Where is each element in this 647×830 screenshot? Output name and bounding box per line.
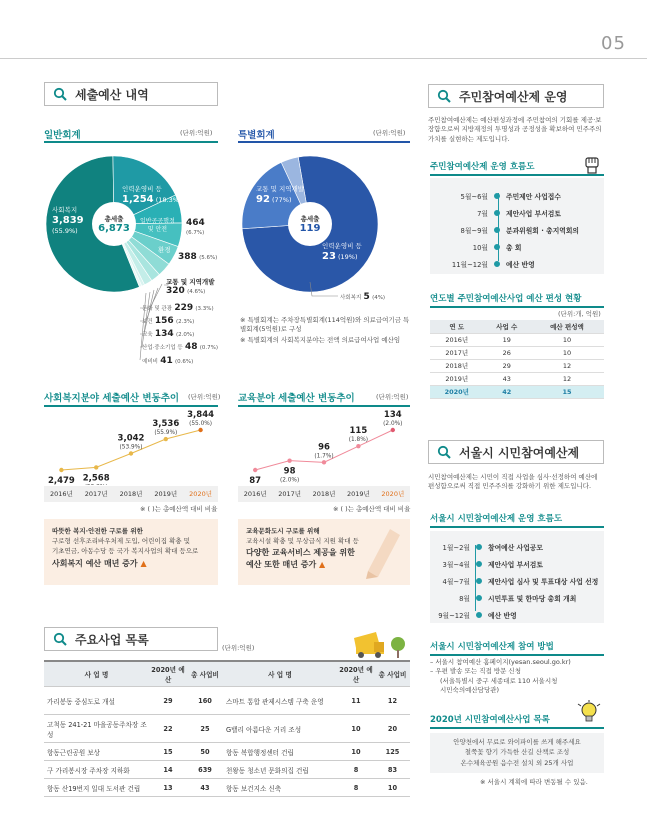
general-slice-0-label: 사회복지 3,839 (55.9%) <box>52 206 84 236</box>
general-title: 일반회계 <box>44 130 81 141</box>
projects-title: 주요사업 목록 <box>75 632 149 647</box>
general-slice-2-label: 일반공공행정 및 안전 <box>140 218 175 233</box>
echart-pct-label-4: (2.0%) <box>383 421 403 427</box>
flow-step: 11월~12월 예산 반영 <box>451 260 535 269</box>
flow-step: 1월~2월 참여예산 사업공모 <box>442 543 543 552</box>
search-icon <box>53 632 67 646</box>
wchart-value-label-0: 2,479 <box>47 476 75 485</box>
general-total-circle <box>92 202 136 246</box>
table-row: 2019년 43 12 <box>430 372 604 385</box>
th: 사 업 명 <box>44 661 149 687</box>
edu-year-axis <box>238 486 410 502</box>
special-total-value: 119 <box>299 223 321 234</box>
flow-step: 7월 제안사업 부서검토 <box>477 209 561 218</box>
table-row: 2017년 26 10 <box>430 346 604 359</box>
top-rule <box>0 58 647 59</box>
th: 총 사업비 <box>187 661 223 687</box>
seoul-flow-rule <box>430 526 604 528</box>
general-total-label: 총세출 <box>104 215 124 223</box>
projects-header-row <box>44 661 410 687</box>
table-row: 고척동 241-21 마을공동주차장 조성 22 25 G밸리 아름다운 거리 조성 10 20 <box>44 715 410 743</box>
echart-point-3 <box>356 444 360 448</box>
echart-value-label-0: 87 <box>249 476 262 485</box>
seoul-list-title: 2020년 시민참여예산사업 목록 <box>430 715 550 725</box>
special-note-1: ※ 특별회계는 주차장특별회계(114억원)와 의료급여기금 특별회계(5억원)로 구성 <box>240 316 410 334</box>
seoul-list-rule <box>430 727 604 729</box>
participation-flow-title: 주민참여예산제 운영 흐름도 <box>430 162 535 172</box>
echart-pct-label-1: (2.0%) <box>279 477 300 484</box>
edu-year: 2019년 <box>347 490 370 498</box>
edu-box-line: 교육문화도시 구로를 위해 <box>246 527 320 535</box>
budget-title: 세출예산 내역 <box>75 87 149 102</box>
echart-value-label-4: 134 <box>383 410 402 420</box>
edu-trend-unit: (단위:억원) <box>376 393 409 401</box>
flow-step: 4월~7월 제안사업 심사 및 투표대상 사업 선정 <box>442 577 599 586</box>
welfare-trend-rule <box>44 405 218 407</box>
edu-box <box>238 519 410 585</box>
participation-desc: 주민참여예산제는 예산편성과정에 주민참여의 기회를 제공·보장함으로써 지방재정의 투명성과 공정성을 확보하여 민주주의 가치를 실현하는 제도입니다. <box>428 116 602 143</box>
table-row: 항동 산19번지 일대 도서관 건립 13 43 항동 보건지소 신축 8 10 <box>44 779 410 797</box>
wchart-point-2 <box>129 451 133 455</box>
welfare-note: ※ ( )는 총예산액 대비 비율 <box>140 505 218 513</box>
list-item: 안양천에서 무료로 와이파이를 쓰게 해주세요 <box>453 738 581 746</box>
th: 2020년 예산 <box>337 661 375 687</box>
wchart-pct-label-2: (53.9%) <box>119 444 143 451</box>
participation-header <box>428 84 604 108</box>
flow-step: 9월~12월 예산 반영 <box>438 611 517 620</box>
participation-table-title: 연도별 주민참여예산사업 예산 편성 현황 <box>430 294 582 304</box>
edu-box-emph: 다양한 교육서비스 제공을 위한 <box>246 547 355 557</box>
general-leader-lines <box>120 250 180 365</box>
wchart-pct-label-1 <box>85 484 108 485</box>
wchart-value-label-4: 3,844 <box>187 410 215 420</box>
special-slice-2: 사회복지 5 (4%) <box>340 292 386 302</box>
echart-pct-label-3: (1.8%) <box>348 437 369 444</box>
th: 사 업 명 <box>223 661 337 687</box>
welfare-trend-title: 사회복지분야 세출예산 변동추이 <box>44 393 180 404</box>
edu-year: 2016년 <box>243 490 267 498</box>
welfare-year-axis <box>44 486 218 502</box>
welfare-year: 2017년 <box>84 490 108 498</box>
participation-flow-rule <box>430 174 604 176</box>
welfare-box-line: 기초연금, 아동수당 등 국가 복지사업의 확대 등으로 <box>52 546 199 555</box>
general-slice-2-value: 464 (6.7%) <box>186 218 205 236</box>
general-slice-8: 산업·중소기업 등 48 (0.7%) <box>142 342 219 352</box>
list-item: 철쭉꽃 향기 가득한 산길 산책로 조성 <box>464 748 570 757</box>
pencil-icon <box>360 525 404 579</box>
special-title: 특별회계 <box>238 130 275 141</box>
wchart-point-4 <box>198 428 202 432</box>
welfare-box-line: 구로형 선후조리바우처제 도입, 어린이집 확충 및 <box>52 536 190 545</box>
construction-truck-icon <box>350 628 410 660</box>
seoul-flow <box>416 538 598 623</box>
echart-value-label-2: 96 <box>318 442 330 453</box>
edu-trend-title: 교육분야 세출예산 변동추이 <box>238 393 355 404</box>
seoul-header <box>428 440 604 464</box>
participation-title: 주민참여예산제 운영 <box>459 89 568 104</box>
table-header-row: 연 도 사업 수 예산 편성액 <box>430 320 604 333</box>
general-rule <box>44 141 218 143</box>
welfare-year: 2019년 <box>154 490 178 498</box>
welfare-trend-unit: (단위:억원) <box>188 393 221 401</box>
wchart-pct-label-3: (55.9%) <box>154 430 178 437</box>
general-slice-4: 교통 및 지역개발 320 (4.6%) <box>166 278 215 296</box>
search-icon <box>53 87 67 101</box>
general-slice-3-label: 환경 <box>158 246 171 254</box>
echart-value-label-3: 115 <box>349 426 368 437</box>
echart-pct-label-2: (1.7%) <box>314 453 334 460</box>
flow-step: 3월~4월 제안사업 부서검토 <box>442 560 543 569</box>
special-leader-line <box>300 280 340 300</box>
search-icon <box>437 89 451 103</box>
wchart-pct-label-4: (55.0%) <box>189 421 213 427</box>
edu-year: 2017년 <box>278 490 302 498</box>
edu-year: 2018년 <box>312 490 336 498</box>
welfare-year: 2020년 <box>189 490 212 498</box>
general-slice-5: 문화 및 관광 229 (3.3%) <box>142 303 214 313</box>
seoul-desc: 시민참여예산제는 시민이 직접 사업을 심사·선정하여 예산에 편성함으로써 직접 민주주의를 강화하기 위한 제도입니다. <box>428 473 598 491</box>
wchart-value-label-1: 2,568 <box>82 473 110 484</box>
table-row: 2020년 42 15 <box>430 385 604 398</box>
special-unit: (단위:억원) <box>373 129 406 137</box>
edu-note: ※ ( )는 총예산액 대비 비율 <box>333 505 411 513</box>
general-slice-1-label: 인력운영비 등 1,254 (18.3%) <box>122 185 182 206</box>
welfare-box-emph: 사회복지 예산 매년 증가 ▲ <box>52 559 147 569</box>
echart-point-4 <box>391 428 395 432</box>
participation-flow <box>434 187 579 272</box>
seoul-list-box <box>430 733 604 773</box>
echart-value-label-1: 98 <box>283 466 296 477</box>
seoul-method-rule <box>430 654 604 656</box>
th: 2020년 예산 <box>149 661 187 687</box>
edu-box-emph: 예산 또한 매년 증가 ▲ <box>246 559 326 569</box>
special-total-circle <box>288 202 332 246</box>
participation-table <box>430 320 604 399</box>
seoul-title: 서울시 시민참여예산제 <box>459 445 580 460</box>
page-number: 05 <box>601 33 626 54</box>
th: 총 사업비 <box>375 661 410 687</box>
special-total-label: 총세출 <box>300 215 320 223</box>
projects-unit: (단위:억원) <box>222 644 255 652</box>
welfare-box-line: 따뜻한 복지·안전한 구로를 위한 <box>52 527 143 535</box>
wchart-value-label-3: 3,536 <box>152 419 180 430</box>
list-item: 온수체육공원 음수전 설치 외 25개 사업 <box>460 758 574 767</box>
search-icon <box>437 445 451 459</box>
seoul-flow-title: 서울시 시민참여예산제 운영 흐름도 <box>430 514 563 524</box>
flow-step: 8월~9월 분과위원회 · 총지역회의 <box>460 226 579 235</box>
projects-table <box>44 660 410 797</box>
welfare-year: 2018년 <box>119 490 143 498</box>
participation-table-rule <box>430 306 604 308</box>
edu-line-chart <box>238 410 410 485</box>
projects-header <box>44 627 218 651</box>
general-total-value: 6,873 <box>98 223 130 234</box>
welfare-line-chart <box>44 410 218 485</box>
echart-point-0 <box>253 468 257 472</box>
general-unit: (단위:억원) <box>180 129 213 137</box>
wchart-point-1 <box>94 465 98 469</box>
raised-fist-icon <box>583 154 601 174</box>
wchart-value-label-2: 3,042 <box>117 433 145 444</box>
echart-point-2 <box>322 460 326 464</box>
welfare-year: 2016년 <box>49 490 73 498</box>
table-row: 구 가리봉시장 주차장 지하화 14 639 천왕동 청소년 문화의집 건립 8 83 <box>44 761 410 779</box>
special-slice-1-label: 인력운영비 등 23 (19%) <box>322 242 362 263</box>
table-row: 2018년 29 12 <box>430 359 604 372</box>
up-arrow-icon: ▲ <box>318 559 326 569</box>
seoul-method-title: 서울시 시민참여예산제 참여 방법 <box>430 642 554 652</box>
edu-year: 2020년 <box>381 490 405 498</box>
lightbulb-icon <box>576 700 602 724</box>
table-row: 항동근린공원 보상 15 50 항동 복합행정센터 건립 10 125 <box>44 743 410 761</box>
table-row: 2016년 19 10 <box>430 333 604 346</box>
special-rule <box>238 141 410 143</box>
wchart-point-3 <box>164 437 168 441</box>
edu-trend-rule <box>238 405 410 407</box>
table-row: 가리봉동 중심도로 개설 29 160 스마트 통합 관제시스템 구축 운영 11 12 <box>44 687 410 715</box>
flow-step: 5월~6월 주민제안 사업접수 <box>460 192 561 201</box>
seoul-methods: – 서울시 참여예산 홈페이지(yesan.seoul.go.kr) – 우편 발송 또는 직접 방문 신청 (서울특별시 중구 세종대로 110 서울시청 시민숙의예산담당관) <box>430 658 571 695</box>
participation-table-unit: (단위:개, 억원) <box>558 310 601 318</box>
flow-step: 10월 총 회 <box>472 243 522 252</box>
echart-point-1 <box>287 458 291 462</box>
general-slice-7: 교육 134 (2.0%) <box>142 329 195 339</box>
welfare-box <box>44 519 218 585</box>
seoul-list-note: ※ 서울시 계획에 따라 변동될 수 있음. <box>480 778 588 786</box>
general-slice-6: 보건 156 (2.3%) <box>142 316 195 326</box>
budget-header <box>44 82 218 106</box>
edu-box-line: 교육시설 확충 및 무상급식 지원 확대 등 <box>246 536 359 545</box>
up-arrow-icon: ▲ <box>140 559 147 569</box>
wchart-point-0 <box>59 468 63 472</box>
general-slice-3-value: 388 (5.6%) <box>178 252 218 262</box>
flow-step: 8월 시민투표 및 한마당 총회 개최 <box>459 594 577 603</box>
special-note-2: ※ 특별회계의 사회복지분야는 전액 의료급여사업 예산임 <box>240 336 401 344</box>
general-slice-9: 예비비 41 (0.6%) <box>142 356 194 366</box>
special-slice-0-label: 교통 및 지역개발 92 (77%) <box>256 185 305 206</box>
